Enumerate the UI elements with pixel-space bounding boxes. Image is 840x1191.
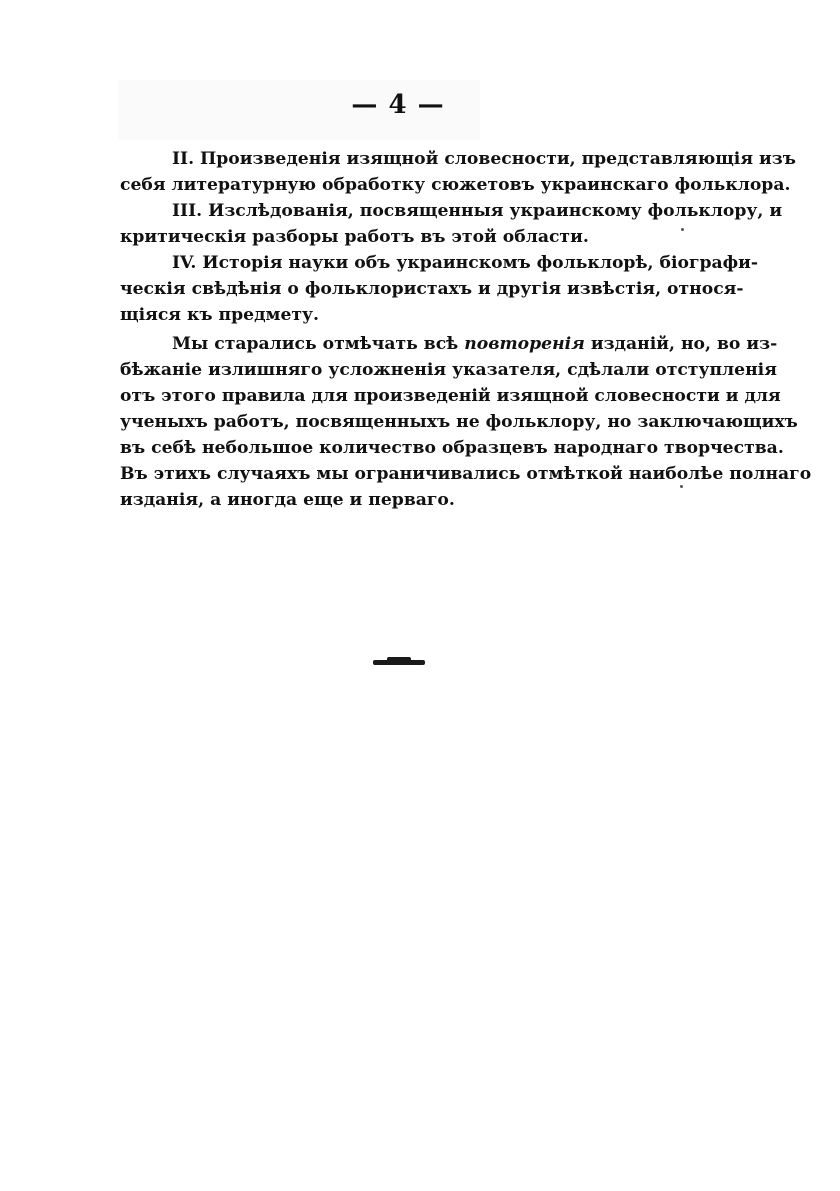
paragraph-line: Въ этихъ случаяхъ мы ограничивались отмѣткой наиболѣе полнаго — [120, 464, 812, 484]
paragraph-line: IV. Исторія науки объ украинскомъ фольклорѣ, біографи- — [172, 253, 759, 273]
line-text: изданій, но, во из- — [584, 334, 778, 354]
italic-word: повторенія — [464, 334, 585, 354]
paragraph-line: изданія, а иногда еще и перваго. — [120, 490, 455, 510]
paragraph-line: въ себѣ небольшое количество образцевъ народнаго творчества. — [120, 438, 784, 458]
paragraph-line: себя литературную обработку сюжетовъ украинскаго фольклора. — [120, 175, 791, 195]
paragraph-line: бѣжаніе излишняго усложненія указателя, сдѣлали отступленія — [120, 360, 777, 380]
end-ornament — [373, 660, 425, 665]
paragraph-line: ученыхъ работъ, посвященныхъ не фольклору, но заключающихъ — [120, 412, 798, 432]
paragraph-line: ческія свѣдѣнія о фольклористахъ и другія извѣстія, относя- — [120, 279, 744, 299]
paragraph-line: щіяся къ предмету. — [120, 305, 320, 325]
paragraph-line: критическія разборы работъ въ этой области. — [120, 227, 589, 247]
line-text: Мы старались отмѣчать всѣ — [172, 334, 465, 354]
paragraph-line: II. Произведенія изящной словесности, представляющія изъ — [172, 149, 796, 169]
scan-speck — [680, 485, 683, 488]
paragraph-line: отъ этого правила для произведеній изящной словесности и для — [120, 386, 781, 406]
page-number: — 4 — — [351, 90, 445, 120]
scan-speck — [681, 228, 684, 231]
paragraph-line: III. Изслѣдованія, посвященныя украинскому фольклору, и — [172, 201, 783, 221]
paragraph-line — [120, 331, 778, 357]
